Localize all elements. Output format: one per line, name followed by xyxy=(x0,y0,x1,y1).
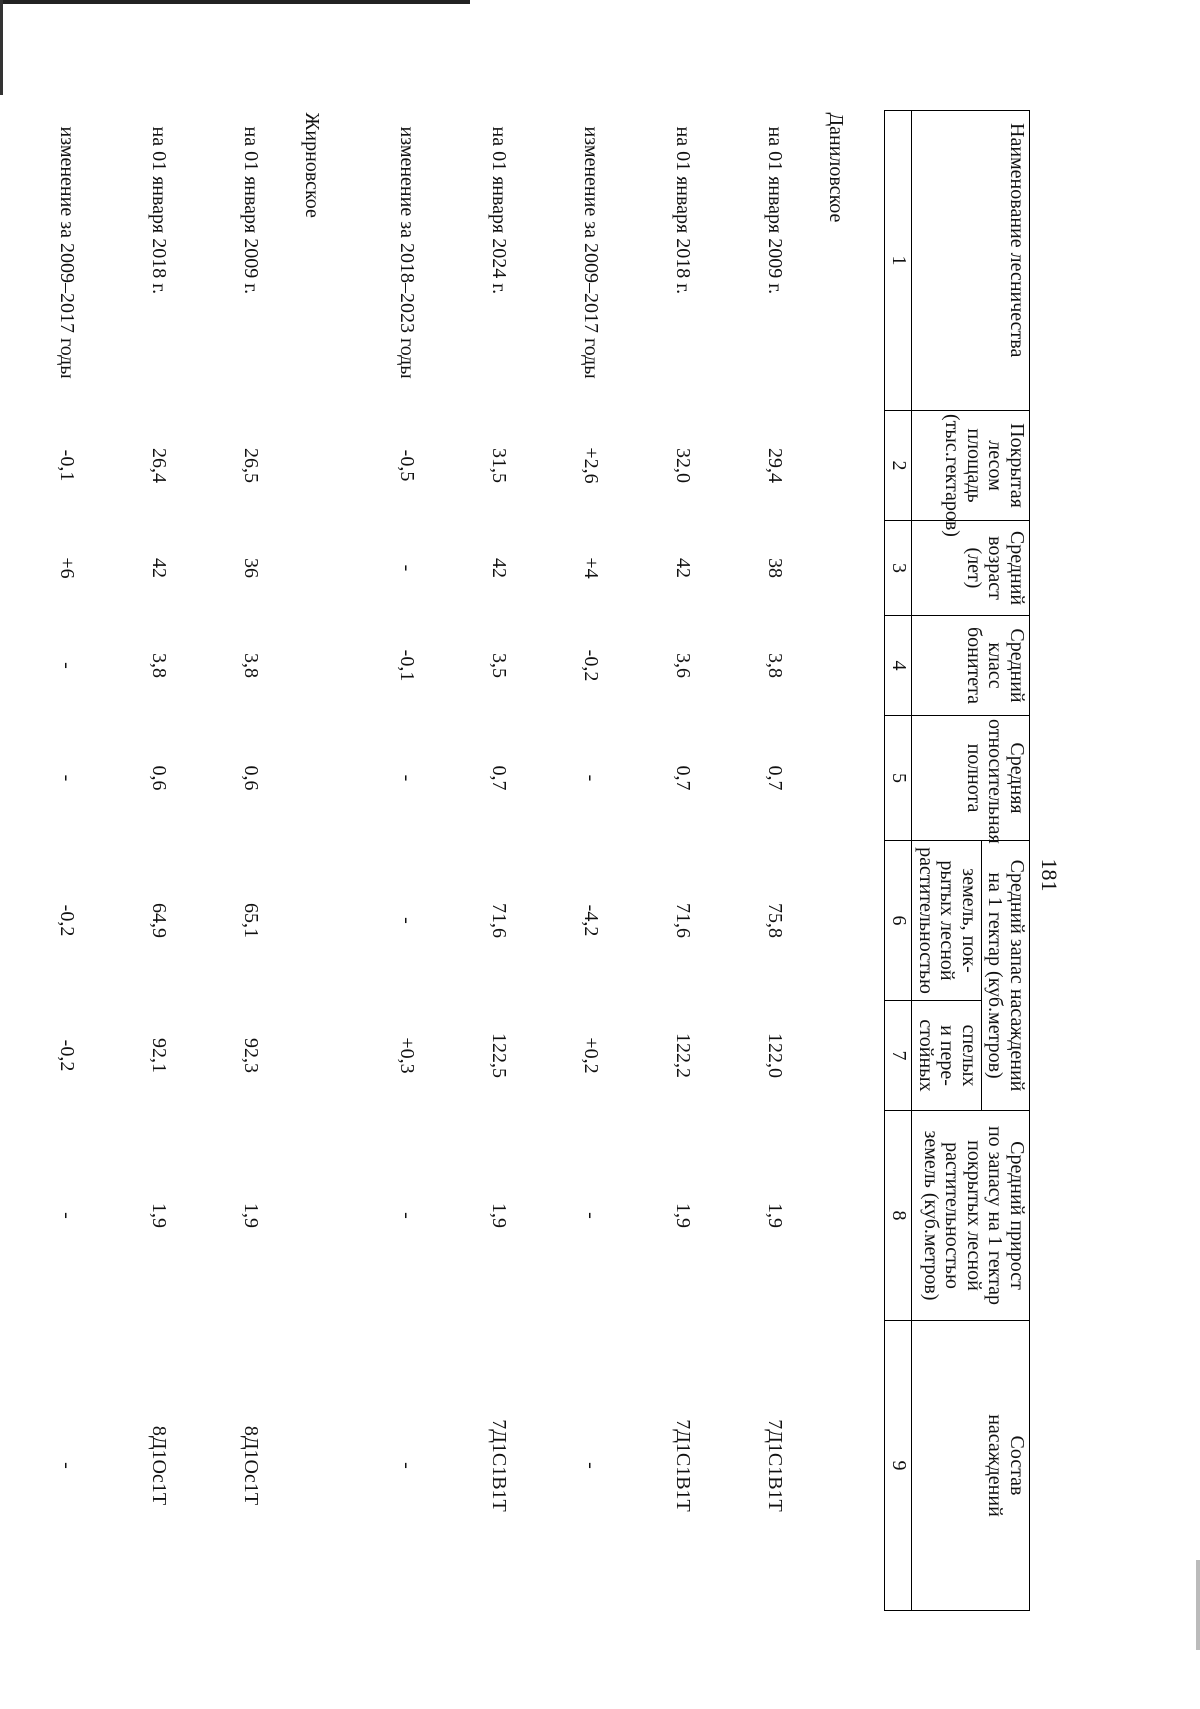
header-stock-covered-lands xyxy=(912,841,982,1001)
table-cell: 122,5 xyxy=(487,1033,510,1078)
row-label: изменение за 2018–2023 годы xyxy=(395,126,418,379)
table-cell: - xyxy=(579,774,602,782)
table-cell: - xyxy=(395,564,418,572)
column-number: 1 xyxy=(885,111,912,411)
header-site-class xyxy=(912,616,1030,716)
table-cell: 7Д1С1В1Т xyxy=(763,1419,786,1512)
header-line: площадь xyxy=(962,428,985,503)
table-row xyxy=(636,111,728,1611)
rotated-page xyxy=(55,110,1070,1610)
column-number: 5 xyxy=(885,716,912,841)
table-cell xyxy=(0,716,20,841)
table-cell: 71,6 xyxy=(487,903,510,938)
table-row xyxy=(0,111,20,1611)
table-cell: - xyxy=(579,1462,602,1469)
row-label: на 01 января 2009 г. xyxy=(763,126,786,295)
header-line: насаждений xyxy=(984,1414,1007,1517)
table-cell: 38 xyxy=(763,558,786,578)
row-label: изменение за 2009–2017 годы xyxy=(579,126,602,379)
table-cell: -0,2 xyxy=(55,1039,78,1072)
header-stand-composition xyxy=(912,1321,1030,1611)
table-cell: -0,2 xyxy=(579,649,602,682)
table-cell: 3,5 xyxy=(487,653,510,678)
header-line: на 1 гектар (куб.метров) xyxy=(984,872,1007,1079)
header-line: класс xyxy=(984,642,1007,689)
header-line: (тыс.гектаров) xyxy=(941,414,964,537)
column-number: 9 xyxy=(885,1321,912,1611)
table-cell: 122,2 xyxy=(671,1033,694,1078)
table-cell: 8Д1Ос1Т xyxy=(147,1425,170,1506)
table-cell: -0,5 xyxy=(395,449,418,482)
table-cell xyxy=(0,521,20,616)
table-cell xyxy=(0,411,20,521)
header-line: растительностью xyxy=(914,847,937,994)
column-number: 7 xyxy=(885,1001,912,1111)
table-row xyxy=(544,111,636,1611)
table-cell: 26,5 xyxy=(239,448,262,483)
table-cell: +0,2 xyxy=(579,1037,602,1074)
table-cell xyxy=(0,1321,20,1611)
header-average-age xyxy=(912,521,1030,616)
scan-edge-left xyxy=(0,0,3,95)
header-line: рытых лесной xyxy=(936,860,959,981)
header-line: земель (куб.метров) xyxy=(919,1130,942,1301)
table-cell: 1,9 xyxy=(147,1203,170,1228)
row-label: на 01 января 2018 г. xyxy=(671,126,694,295)
table-cell: 71,6 xyxy=(671,903,694,938)
table-cell xyxy=(0,1111,20,1321)
header-line: относительная xyxy=(984,719,1007,844)
table-cell: +4 xyxy=(579,557,602,579)
header-line: покрытых лесной xyxy=(962,1140,985,1291)
table-cell: +6 xyxy=(55,557,78,579)
header-forest-area xyxy=(912,411,1030,537)
row-label: на 01 января 2024 г. xyxy=(487,126,510,295)
table-row xyxy=(204,111,296,1611)
table-cell: 75,8 xyxy=(763,903,786,938)
table-row xyxy=(452,111,544,1611)
table-cell: - xyxy=(55,1212,78,1219)
table-cell: 29,4 xyxy=(763,448,786,483)
forestry-name: Даниловское xyxy=(825,112,848,223)
forestry-name: Жирновское xyxy=(301,112,324,218)
table-cell: 8Д1Ос1Т xyxy=(239,1425,262,1506)
column-numbers-row xyxy=(885,111,912,1611)
header-line: лесом xyxy=(984,440,1007,491)
column-number: 2 xyxy=(885,411,912,521)
header-line: Средний запас насаждений xyxy=(1006,859,1028,1092)
table-cell: - xyxy=(395,917,418,924)
header-line: земель, пок- xyxy=(957,868,980,973)
table-cell: -0,1 xyxy=(395,649,418,682)
header-line: стойных xyxy=(914,1019,937,1092)
table-row xyxy=(20,111,112,1611)
header-line: Покрытая xyxy=(1006,423,1028,508)
column-number: 4 xyxy=(885,616,912,716)
row-label: на 01 января 2018 г. xyxy=(147,126,170,295)
table-cell: 1,9 xyxy=(487,1203,510,1228)
table-cell: 122,0 xyxy=(763,1033,786,1078)
table-cell xyxy=(0,1001,20,1111)
forestry-table xyxy=(0,110,1030,1611)
table-cell: -4,2 xyxy=(579,904,602,937)
table-cell: 32,0 xyxy=(671,448,694,483)
header-average-stock xyxy=(981,841,1029,1111)
header-line: возраст xyxy=(984,536,1007,600)
row-label: на 01 января 2009 г. xyxy=(239,126,262,295)
header-line: и пере- xyxy=(936,1025,959,1086)
table-cell: 0,6 xyxy=(147,765,170,791)
table-cell: 64,9 xyxy=(147,903,170,938)
table-cell: - xyxy=(55,1462,78,1469)
table-cell: 42 xyxy=(671,558,694,578)
table-cell: 3,8 xyxy=(763,653,786,678)
table-cell: 92,1 xyxy=(147,1038,170,1073)
table-cell: - xyxy=(55,774,78,782)
header-line: (лет) xyxy=(962,547,985,589)
header-forestry-name: Наименование лесничества xyxy=(912,111,1030,411)
header-line: Средний прирост xyxy=(1006,1141,1028,1290)
header-line: Состав xyxy=(1006,1435,1028,1496)
row-label: изменение за 2009–2017 годы xyxy=(55,126,78,379)
table-cell: - xyxy=(55,662,78,669)
table-cell: 0,7 xyxy=(671,765,694,791)
header-line: Средний xyxy=(1006,628,1028,703)
column-number: 3 xyxy=(885,521,912,616)
table-cell: 3,8 xyxy=(239,653,262,678)
table-cell: -0,2 xyxy=(55,904,78,937)
table-cell xyxy=(0,616,20,716)
table-cell: 36 xyxy=(239,558,262,578)
header-line: по запасу на 1 гектар xyxy=(984,1125,1007,1306)
header-line: Средний xyxy=(1006,530,1028,606)
table-cell: +0,3 xyxy=(395,1037,418,1074)
header-relative-density xyxy=(912,716,1030,844)
header-line: растительностью xyxy=(941,1142,964,1289)
table-cell: 1,9 xyxy=(239,1203,262,1228)
table-cell: 92,3 xyxy=(239,1038,262,1073)
table-row xyxy=(112,111,204,1611)
table-cell: - xyxy=(395,774,418,782)
table-cell: 1,9 xyxy=(671,1203,694,1228)
scan-edge-top xyxy=(0,0,470,4)
table-cell: 26,4 xyxy=(147,448,170,483)
table-cell: +2,6 xyxy=(579,447,602,484)
table-cell: 3,8 xyxy=(147,653,170,678)
table-cell: - xyxy=(395,1462,418,1469)
header-line: спелых xyxy=(957,1024,980,1087)
table-cell: 3,6 xyxy=(671,653,694,678)
header-line: Средняя xyxy=(1006,742,1028,814)
table-cell: 1,9 xyxy=(763,1203,786,1228)
table-cell: 42 xyxy=(147,558,170,578)
table-cell: 7Д1С1В1Т xyxy=(487,1419,510,1512)
table-cell: 31,5 xyxy=(487,448,510,483)
header-stock-mature-stands xyxy=(912,1001,982,1111)
page-number: 181 xyxy=(1037,858,1062,892)
table-cell: -0,1 xyxy=(55,449,78,482)
column-number: 8 xyxy=(885,1111,912,1321)
table-cell: - xyxy=(579,1212,602,1219)
row-label xyxy=(0,111,20,411)
table-cell: - xyxy=(395,1212,418,1219)
table-cell: 0,7 xyxy=(763,765,786,791)
header-line: полнота xyxy=(962,743,985,813)
table-body xyxy=(0,111,912,1611)
table-row xyxy=(360,111,452,1611)
table-row xyxy=(728,111,820,1611)
column-number: 6 xyxy=(885,841,912,1001)
header-average-growth xyxy=(912,1111,1030,1321)
table-cell: 0,6 xyxy=(239,765,262,791)
table-cell xyxy=(0,841,20,1001)
table-cell: 65,1 xyxy=(239,903,262,938)
scan-speck xyxy=(1196,1560,1200,1650)
table-cell: 0,7 xyxy=(487,765,510,791)
forestry-group-row xyxy=(296,111,360,1611)
table-cell: 7Д1С1В1Т xyxy=(671,1419,694,1512)
header-line: бонитета xyxy=(962,626,985,705)
forestry-group-row xyxy=(820,111,885,1611)
table-cell: 42 xyxy=(487,558,510,578)
